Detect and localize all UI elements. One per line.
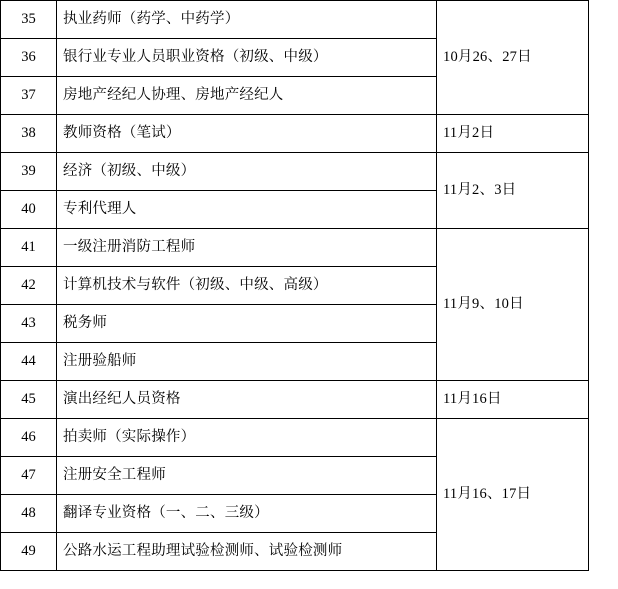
cell-exam-date: 11月9、10日: [437, 229, 589, 381]
cell-exam-date: 11月2日: [437, 115, 589, 153]
cell-exam-date: 11月16、17日: [437, 419, 589, 571]
cell-sequence-number: 43: [1, 305, 57, 343]
cell-exam-name: 执业药师（药学、中药学）: [57, 1, 437, 39]
table-row: [1, 153, 589, 191]
cell-exam-name: 银行业专业人员职业资格（初级、中级）: [57, 39, 437, 77]
cell-sequence-number: 48: [1, 495, 57, 533]
table-row: [1, 229, 589, 267]
cell-sequence-number: 49: [1, 533, 57, 571]
cell-sequence-number: 42: [1, 267, 57, 305]
cell-exam-name: 一级注册消防工程师: [57, 229, 437, 267]
cell-sequence-number: 40: [1, 191, 57, 229]
cell-sequence-number: 39: [1, 153, 57, 191]
cell-exam-name: 注册验船师: [57, 343, 437, 381]
cell-exam-date: 11月2、3日: [437, 153, 589, 229]
cell-exam-name: 公路水运工程助理试验检测师、试验检测师: [57, 533, 437, 571]
cell-exam-name: 专利代理人: [57, 191, 437, 229]
cell-sequence-number: 35: [1, 1, 57, 39]
cell-sequence-number: 45: [1, 381, 57, 419]
table-row: [1, 381, 589, 419]
cell-sequence-number: 46: [1, 419, 57, 457]
table-row: [1, 1, 589, 39]
cell-exam-name: 经济（初级、中级）: [57, 153, 437, 191]
cell-exam-name: 翻译专业资格（一、二、三级）: [57, 495, 437, 533]
cell-exam-name: 房地产经纪人协理、房地产经纪人: [57, 77, 437, 115]
cell-exam-name: 税务师: [57, 305, 437, 343]
table-row: [1, 115, 589, 153]
cell-exam-name: 计算机技术与软件（初级、中级、高级）: [57, 267, 437, 305]
cell-sequence-number: 44: [1, 343, 57, 381]
cell-sequence-number: 36: [1, 39, 57, 77]
cell-exam-date: 11月16日: [437, 381, 589, 419]
cell-sequence-number: 47: [1, 457, 57, 495]
table-row: [1, 419, 589, 457]
cell-exam-name: 拍卖师（实际操作）: [57, 419, 437, 457]
cell-exam-name: 演出经纪人员资格: [57, 381, 437, 419]
cell-sequence-number: 38: [1, 115, 57, 153]
cell-sequence-number: 41: [1, 229, 57, 267]
cell-exam-date: 10月26、27日: [437, 1, 589, 115]
cell-exam-name: 注册安全工程师: [57, 457, 437, 495]
cell-sequence-number: 37: [1, 77, 57, 115]
exam-schedule-body: [1, 1, 589, 571]
cell-exam-name: 教师资格（笔试）: [57, 115, 437, 153]
